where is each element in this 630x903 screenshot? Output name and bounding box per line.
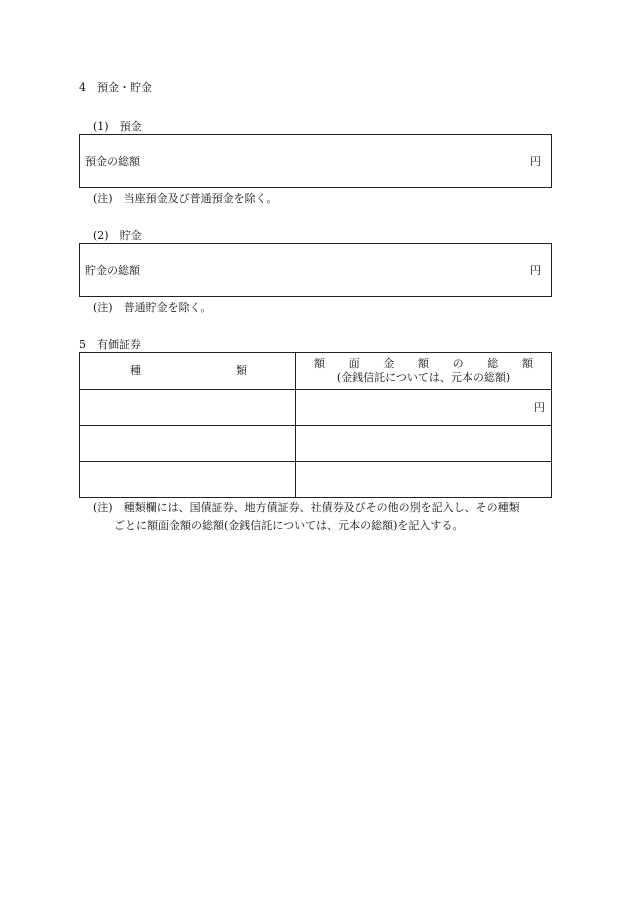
- table-row: [80, 462, 552, 498]
- securities-table: [79, 352, 552, 498]
- kind-cell: [80, 390, 296, 426]
- section-4-heading: 4 預金・貯金: [79, 81, 152, 94]
- securities-note-line1: (注) 種類欄には、国債証券、地方債証券、社債券及びその他の別を記入し、その種類: [93, 501, 520, 514]
- savings-total-box: [79, 243, 552, 297]
- header-amount-char: 額: [521, 357, 533, 370]
- header-amount-char: 額: [314, 357, 325, 370]
- deposit-total-box: [79, 134, 552, 188]
- deposit-note: (注) 当座預金及び普通預金を除く。: [93, 192, 278, 205]
- header-kind-cell: [80, 353, 296, 390]
- header-amount-char: 面: [348, 357, 360, 370]
- header-amount-char: 額: [417, 357, 429, 370]
- savings-note: (注) 普通貯金を除く。: [93, 301, 212, 314]
- deposit-total-unit: 円: [530, 155, 541, 168]
- header-amount-char: 金: [383, 357, 395, 370]
- deposit-total-label: 預金の総額: [85, 155, 140, 168]
- table-row: [80, 426, 552, 462]
- header-amount-char: 総: [487, 357, 499, 370]
- amount-cell: 円: [296, 390, 552, 426]
- savings-total-label: 貯金の総額: [85, 264, 140, 277]
- header-amount-cell: [296, 353, 552, 390]
- kind-cell: [80, 426, 296, 462]
- securities-table-header: [80, 353, 552, 390]
- header-kind-char: 類: [236, 364, 247, 377]
- header-kind-char: 種: [130, 364, 141, 377]
- section-5-heading: 5 有価証券: [79, 338, 141, 351]
- savings-subheading: (2) 貯金: [93, 229, 142, 242]
- amount-cell: [296, 426, 552, 462]
- kind-cell: [80, 462, 296, 498]
- savings-total-unit: 円: [530, 264, 541, 277]
- amount-cell: [296, 462, 552, 498]
- header-amount-char: の: [452, 357, 464, 370]
- table-row: [80, 390, 552, 426]
- securities-note-line2: ごとに額面金額の総額(金銭信託については、元本の総額)を記入する。: [114, 519, 464, 532]
- header-amount-subtext: (金銭信託については、元本の総額): [336, 371, 511, 384]
- deposit-subheading: (1) 預金: [93, 120, 142, 133]
